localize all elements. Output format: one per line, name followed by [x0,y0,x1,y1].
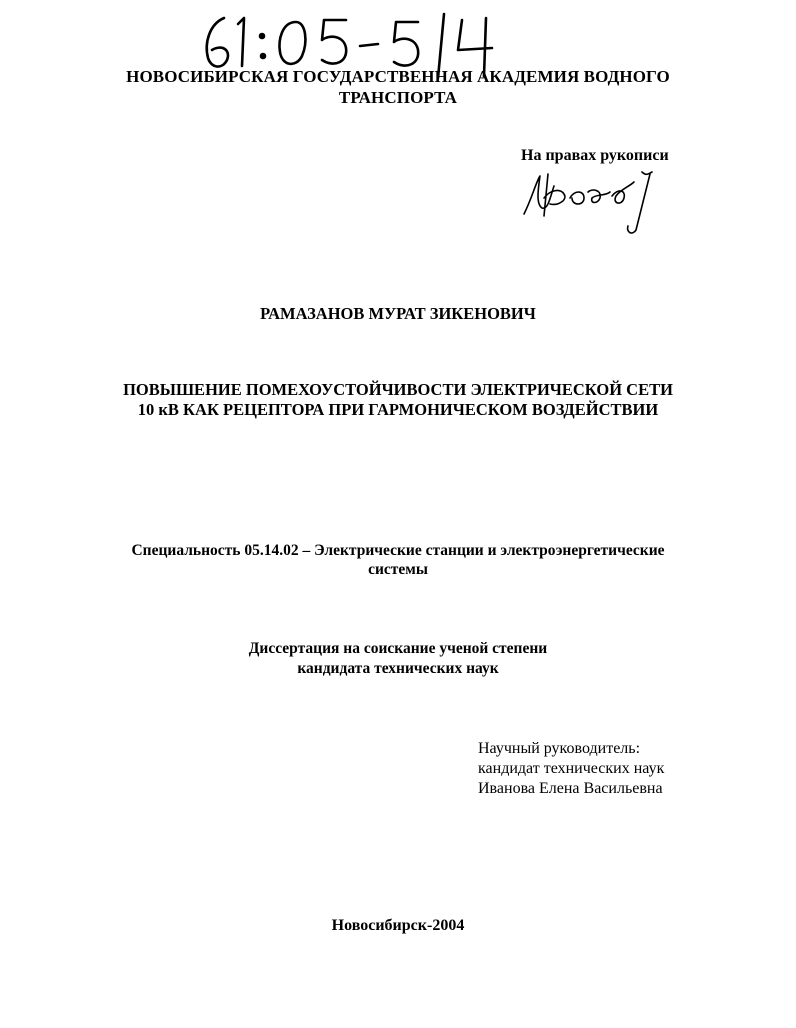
supervisor-role: Научный руководитель: [478,740,641,757]
degree-statement [0,639,796,679]
supervisor-block [478,739,664,799]
dissertation-title [0,380,796,420]
specialty [0,541,796,579]
author-name: РАМАЗАНОВ МУРАТ ЗИКЕНОВИЧ [260,304,536,323]
title-line-1: ПОВЫШЕНИЕ ПОМЕХОУСТОЙЧИВОСТИ ЭЛЕКТРИЧЕСКОЙ СЕТИ [123,380,673,399]
institution-name [0,66,796,108]
degree-line-1: Диссертация на соискание ученой степени [248,640,548,657]
author-signature [514,168,664,238]
institution-line-2: ТРАНСПОРТА [338,88,458,107]
rights-note: На правах рукописи [521,147,669,164]
specialty-line-2: системы [368,561,428,578]
degree-line-2: кандидата технических наук [297,660,499,677]
institution-line-1: НОВОСИБИРСКАЯ ГОСУДАРСТВЕННАЯ АКАДЕМИЯ ВОДНОГО [126,67,670,86]
supervisor-name: Иванова Елена Васильевна [478,780,663,797]
title-line-2: 10 кВ КАК РЕЦЕПТОРА ПРИ ГАРМОНИЧЕСКОМ ВОЗДЕЙСТВИИ [137,400,659,419]
city-year: Новосибирск-2004 [331,917,465,934]
specialty-line-1: Специальность 05.14.02 – Электрические станции и электроэнергетические [131,542,665,559]
supervisor-degree: кандидат технических наук [478,760,665,777]
